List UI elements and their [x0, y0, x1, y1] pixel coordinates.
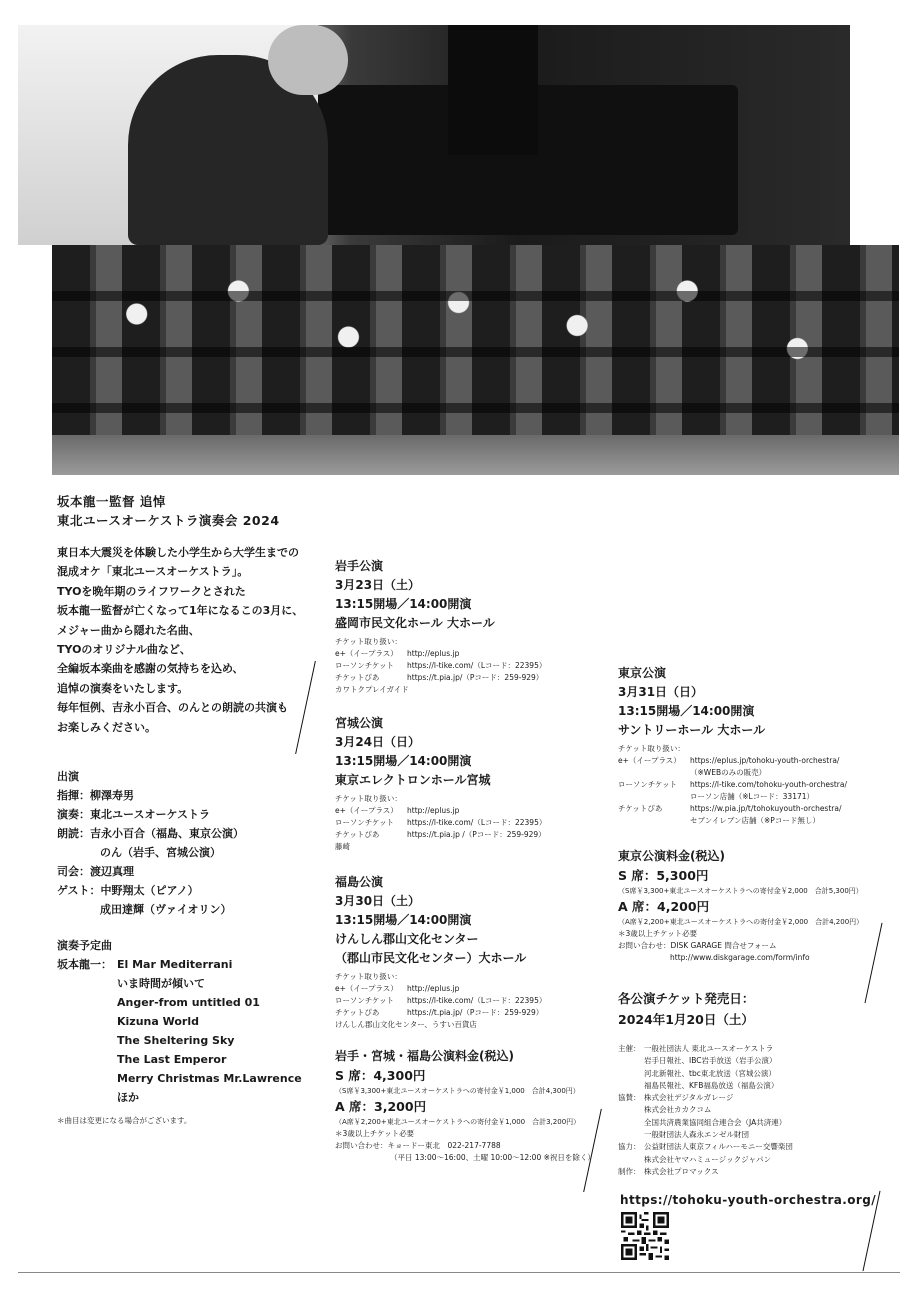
program-composer: 坂本龍一：: [57, 958, 112, 971]
tokyo-contact: お問い合わせ：DISK GARAGE 問合せフォーム: [618, 941, 777, 950]
ticket-note: セブンイレブン店舗（※Pコード無し）: [690, 816, 820, 825]
release-date: 2024年1月20日（土）: [618, 1012, 754, 1027]
org-role: 制作：: [618, 1166, 641, 1176]
ticket-vendor: [618, 815, 690, 827]
iwate-time: 13:15開場／14:00開演: [335, 597, 472, 611]
ticket-vendor: e+（イープラス）: [335, 984, 398, 993]
tohoku-price-heading: 岩手・宮城・福島公演料金(税込): [335, 1049, 514, 1063]
org-role: [618, 1068, 644, 1080]
tokyo-time: 13:15開場／14:00開演: [618, 704, 755, 718]
page-bottom-line: [18, 1272, 900, 1273]
tohoku-price-section: [335, 1047, 595, 1164]
org-name: 株式会社デジタルガレージ: [644, 1093, 734, 1103]
intro-line: 全編坂本楽曲を感謝の気持ちを込め、: [57, 662, 244, 676]
ticket-url[interactable]: https://w.pia.jp/t/tohokuyouth-orchestra/: [690, 804, 842, 813]
org-name: 株式会社カカクコム: [644, 1105, 712, 1115]
ticket-vendor: e+（イープラス）: [335, 649, 398, 658]
cast-heading: 出演: [57, 770, 79, 783]
intro-line: 坂本龍一監督が亡くなって1年になるこの3月に、: [57, 604, 304, 618]
cast-mc: 司会：渡辺真理: [57, 865, 134, 878]
ticket-vendor: チケットぴあ: [335, 673, 380, 682]
orchestra-photo: [52, 245, 899, 475]
tohoku-price-a: A 席：3,200円: [335, 1099, 427, 1114]
miyagi-hall: 東京エレクトロンホール宮城: [335, 773, 491, 787]
tohoku-price-s: S 席：4,300円: [335, 1068, 426, 1083]
tokyo-price-age: ＊3歳以上チケット必要: [618, 929, 698, 938]
org-name: 岩手日報社、IBC岩手放送（岩手公演）: [644, 1056, 777, 1066]
pianist-photo: [18, 25, 850, 245]
tokyo-performance: [618, 664, 847, 827]
tokyo-hall: サントリーホール 大ホール: [618, 723, 766, 737]
org-role: [618, 1117, 644, 1129]
miyagi-tickets-heading: チケット取り扱い：: [335, 794, 402, 803]
title-line-1: 坂本龍一監督 追悼: [57, 494, 166, 509]
fukushima-pref: 福島公演: [335, 875, 384, 889]
ticket-url[interactable]: https://l-tike.com/（Lコード：22395）: [407, 818, 547, 827]
fukushima-tickets-heading: チケット取り扱い：: [335, 972, 402, 981]
fukushima-performance: [335, 873, 546, 1031]
ticket-vendor: チケットぴあ: [335, 830, 380, 839]
org-role: 主催：: [618, 1044, 641, 1053]
concert-title: [57, 492, 280, 530]
cast-guest-2: 成田達輝（ヴァイオリン）: [100, 903, 232, 916]
cast-guest-1: ゲスト：中野翔太（ピアノ）: [57, 884, 199, 897]
org-role: [618, 1080, 644, 1092]
org-name: 株式会社ヤマハミュージックジャパン: [644, 1154, 771, 1164]
intro-line: 毎年恒例、吉永小百合、のんとの朗読の共演も: [57, 701, 288, 715]
program-piece: Anger-from untitled 01: [117, 996, 260, 1009]
cast-conductor: 指揮：柳澤寿男: [57, 789, 134, 802]
ticket-url[interactable]: https://l-tike.com/（Lコード：22395）: [407, 996, 547, 1005]
program-piece: Merry Christmas Mr.Lawrence: [117, 1072, 302, 1085]
iwate-pref: 岩手公演: [335, 559, 384, 573]
title-line-2: 東北ユースオーケストラ演奏会 2024: [57, 513, 280, 528]
ticket-release-section: [618, 988, 754, 1030]
ticket-vendor: [618, 791, 690, 803]
organizers-section: [618, 1043, 793, 1178]
intro-line: TYOのオリジナル曲など、: [57, 643, 191, 657]
intro-line: 追悼の演奏をいたします。: [57, 681, 189, 695]
ticket-url[interactable]: https://eplus.jp/tohoku-youth-orchestra/: [690, 756, 840, 765]
ticket-vendor: [618, 767, 690, 779]
ticket-vendor: e+（イープラス）: [618, 756, 681, 765]
iwate-ticket-extra: カワトクプレイガイド: [335, 685, 409, 694]
cast-performer: 演奏：東北ユースオーケストラ: [57, 808, 211, 821]
ticket-url[interactable]: http://eplus.jp: [407, 984, 460, 993]
tokyo-price-s: S 席：5,300円: [618, 868, 709, 883]
tokyo-price-section: [618, 847, 863, 964]
ticket-url[interactable]: https://l-tike.com/tohoku-youth-orchestra/: [690, 780, 848, 789]
org-role: [618, 1154, 644, 1166]
intro-line: メジャー曲から隠れた名曲、: [57, 623, 200, 637]
qr-code-icon[interactable]: [621, 1212, 669, 1260]
org-role: [618, 1129, 644, 1141]
ticket-vendor: ローソンチケット: [618, 780, 678, 789]
tokyo-price-a-note: （A席￥2,200+東北ユースオーケストラへの寄付金￥2,000 合計4,200円）: [618, 918, 864, 926]
program-heading: 演奏予定曲: [57, 939, 112, 952]
ticket-url[interactable]: https://t.pia.jp/（Pコード：259-929）: [407, 673, 544, 682]
program-piece: いま時間が傾いて: [117, 977, 205, 990]
ticket-vendor: ローソンチケット: [335, 818, 395, 827]
tokyo-tickets-heading: チケット取り扱い：: [618, 744, 685, 753]
program-piece: The Last Emperor: [117, 1053, 227, 1066]
miyagi-time: 13:15開場／14:00開演: [335, 754, 472, 768]
program-note: ＊曲目は変更になる場合がございます。: [57, 1116, 192, 1125]
tokyo-price-s-note: （S席￥3,300+東北ユースオーケストラへの寄付金￥2,000 合計5,300円）: [618, 887, 863, 895]
program-section: [57, 936, 302, 1130]
miyagi-pref: 宮城公演: [335, 716, 384, 730]
org-role: 協賛：: [618, 1093, 641, 1103]
iwate-date: 3月23日（土）: [335, 578, 421, 592]
tohoku-contact: お問い合わせ：キョードー東北 022-217-7788: [335, 1141, 501, 1150]
fukushima-time: 13:15開場／14:00開演: [335, 913, 472, 927]
org-name: 全国共済農業協同組合連合会（JA共済連）: [644, 1117, 787, 1127]
org-name: 福島民報社、KFB福島放送（福島公演）: [644, 1080, 779, 1090]
cast-reading-1: 朗読：吉永小百合（福島、東京公演）: [57, 827, 244, 840]
program-piece: El Mar Mediterrani: [117, 958, 233, 971]
tohoku-contact-hours: （平日 13:00〜16:00、土曜 10:00〜12:00 ※祝日を除く）: [390, 1153, 595, 1162]
org-role: [618, 1104, 644, 1116]
miyagi-date: 3月24日（日）: [335, 735, 421, 749]
fukushima-hall-2: （郡山市民文化センター）大ホール: [335, 951, 527, 965]
fukushima-date: 3月30日（土）: [335, 894, 421, 908]
ticket-vendor: ローソンチケット: [335, 661, 395, 670]
intro-line: お楽しみください。: [57, 720, 156, 734]
org-role: [618, 1055, 644, 1067]
org-name: 河北新報社、tbc東北放送（宮城公演）: [644, 1068, 776, 1078]
tokyo-price-a: A 席：4,200円: [618, 899, 710, 914]
org-name: 株式会社プロマックス: [644, 1166, 719, 1176]
ticket-url[interactable]: http://eplus.jp: [407, 649, 460, 658]
ticket-vendor: ローソンチケット: [335, 996, 395, 1005]
ticket-url[interactable]: https://t.pia.jp/（Pコード：259-929）: [407, 1008, 544, 1017]
tokyo-date: 3月31日（日）: [618, 685, 704, 699]
cast-reading-2: のん（岩手、宮城公演）: [100, 846, 221, 859]
iwate-tickets-heading: チケット取り扱い：: [335, 637, 402, 646]
intro-line: TYOを晩年期のライフワークとされた: [57, 584, 246, 598]
iwate-hall: 盛岡市民文化ホール 大ホール: [335, 616, 495, 630]
ticket-vendor: e+（イープラス）: [335, 806, 398, 815]
intro-line: 混成オケ「東北ユースオーケストラ」。: [57, 565, 249, 579]
ticket-vendor: チケットぴあ: [618, 804, 663, 813]
ticket-vendor: チケットぴあ: [335, 1008, 380, 1017]
tohoku-price-age: ＊3歳以上チケット必要: [335, 1129, 415, 1138]
program-piece: The Sheltering Sky: [117, 1034, 235, 1047]
tohoku-price-a-note: （A席￥2,200+東北ユースオーケストラへの寄付金￥1,000 合計3,200円）: [335, 1118, 581, 1126]
release-label: 各公演チケット発売日：: [618, 991, 755, 1006]
ticket-url[interactable]: http://eplus.jp: [407, 806, 460, 815]
tokyo-price-heading: 東京公演料金(税込): [618, 849, 725, 863]
fukushima-ticket-extra: けんしん郡山文化センター、うすい百貨店: [335, 1020, 477, 1029]
tokyo-pref: 東京公演: [618, 666, 667, 680]
website-link[interactable]: https://tohoku-youth-orchestra.org/: [620, 1193, 876, 1207]
cast-section: [57, 767, 244, 919]
tokyo-contact-url[interactable]: http://www.diskgarage.com/form/info: [670, 953, 810, 962]
org-role: 協力：: [618, 1142, 641, 1152]
ticket-url[interactable]: https://l-tike.com/（Lコード：22395）: [407, 661, 547, 670]
org-name: 一般社団法人 東北ユースオーケストラ: [644, 1044, 774, 1053]
tohoku-price-s-note: （S席￥3,300+東北ユースオーケストラへの寄付金￥1,000 合計4,300円）: [335, 1087, 580, 1095]
ticket-note: （※WEBのみの販売）: [690, 768, 767, 777]
program-piece: Kizuna World: [117, 1015, 199, 1028]
ticket-url[interactable]: https://t.pia.jp /（Pコード：259-929）: [407, 830, 546, 839]
miyagi-ticket-extra: 藤崎: [335, 842, 350, 851]
org-name: 一般財団法人森永エンゼル財団: [644, 1130, 749, 1140]
ticket-note: ローソン店舗（※Lコード：33171）: [690, 792, 815, 801]
fukushima-hall: けんしん郡山文化センター: [335, 932, 479, 946]
intro-line: 東日本大震災を体験した小学生から大学生までの: [57, 546, 299, 559]
iwate-performance: [335, 557, 546, 696]
miyagi-performance: [335, 714, 546, 853]
program-piece: ほか: [117, 1091, 139, 1104]
divider-slash: [864, 923, 882, 1003]
org-name: 公益財団法人東京フィルハーモニー交響楽団: [644, 1142, 793, 1152]
intro-text: [57, 543, 327, 737]
